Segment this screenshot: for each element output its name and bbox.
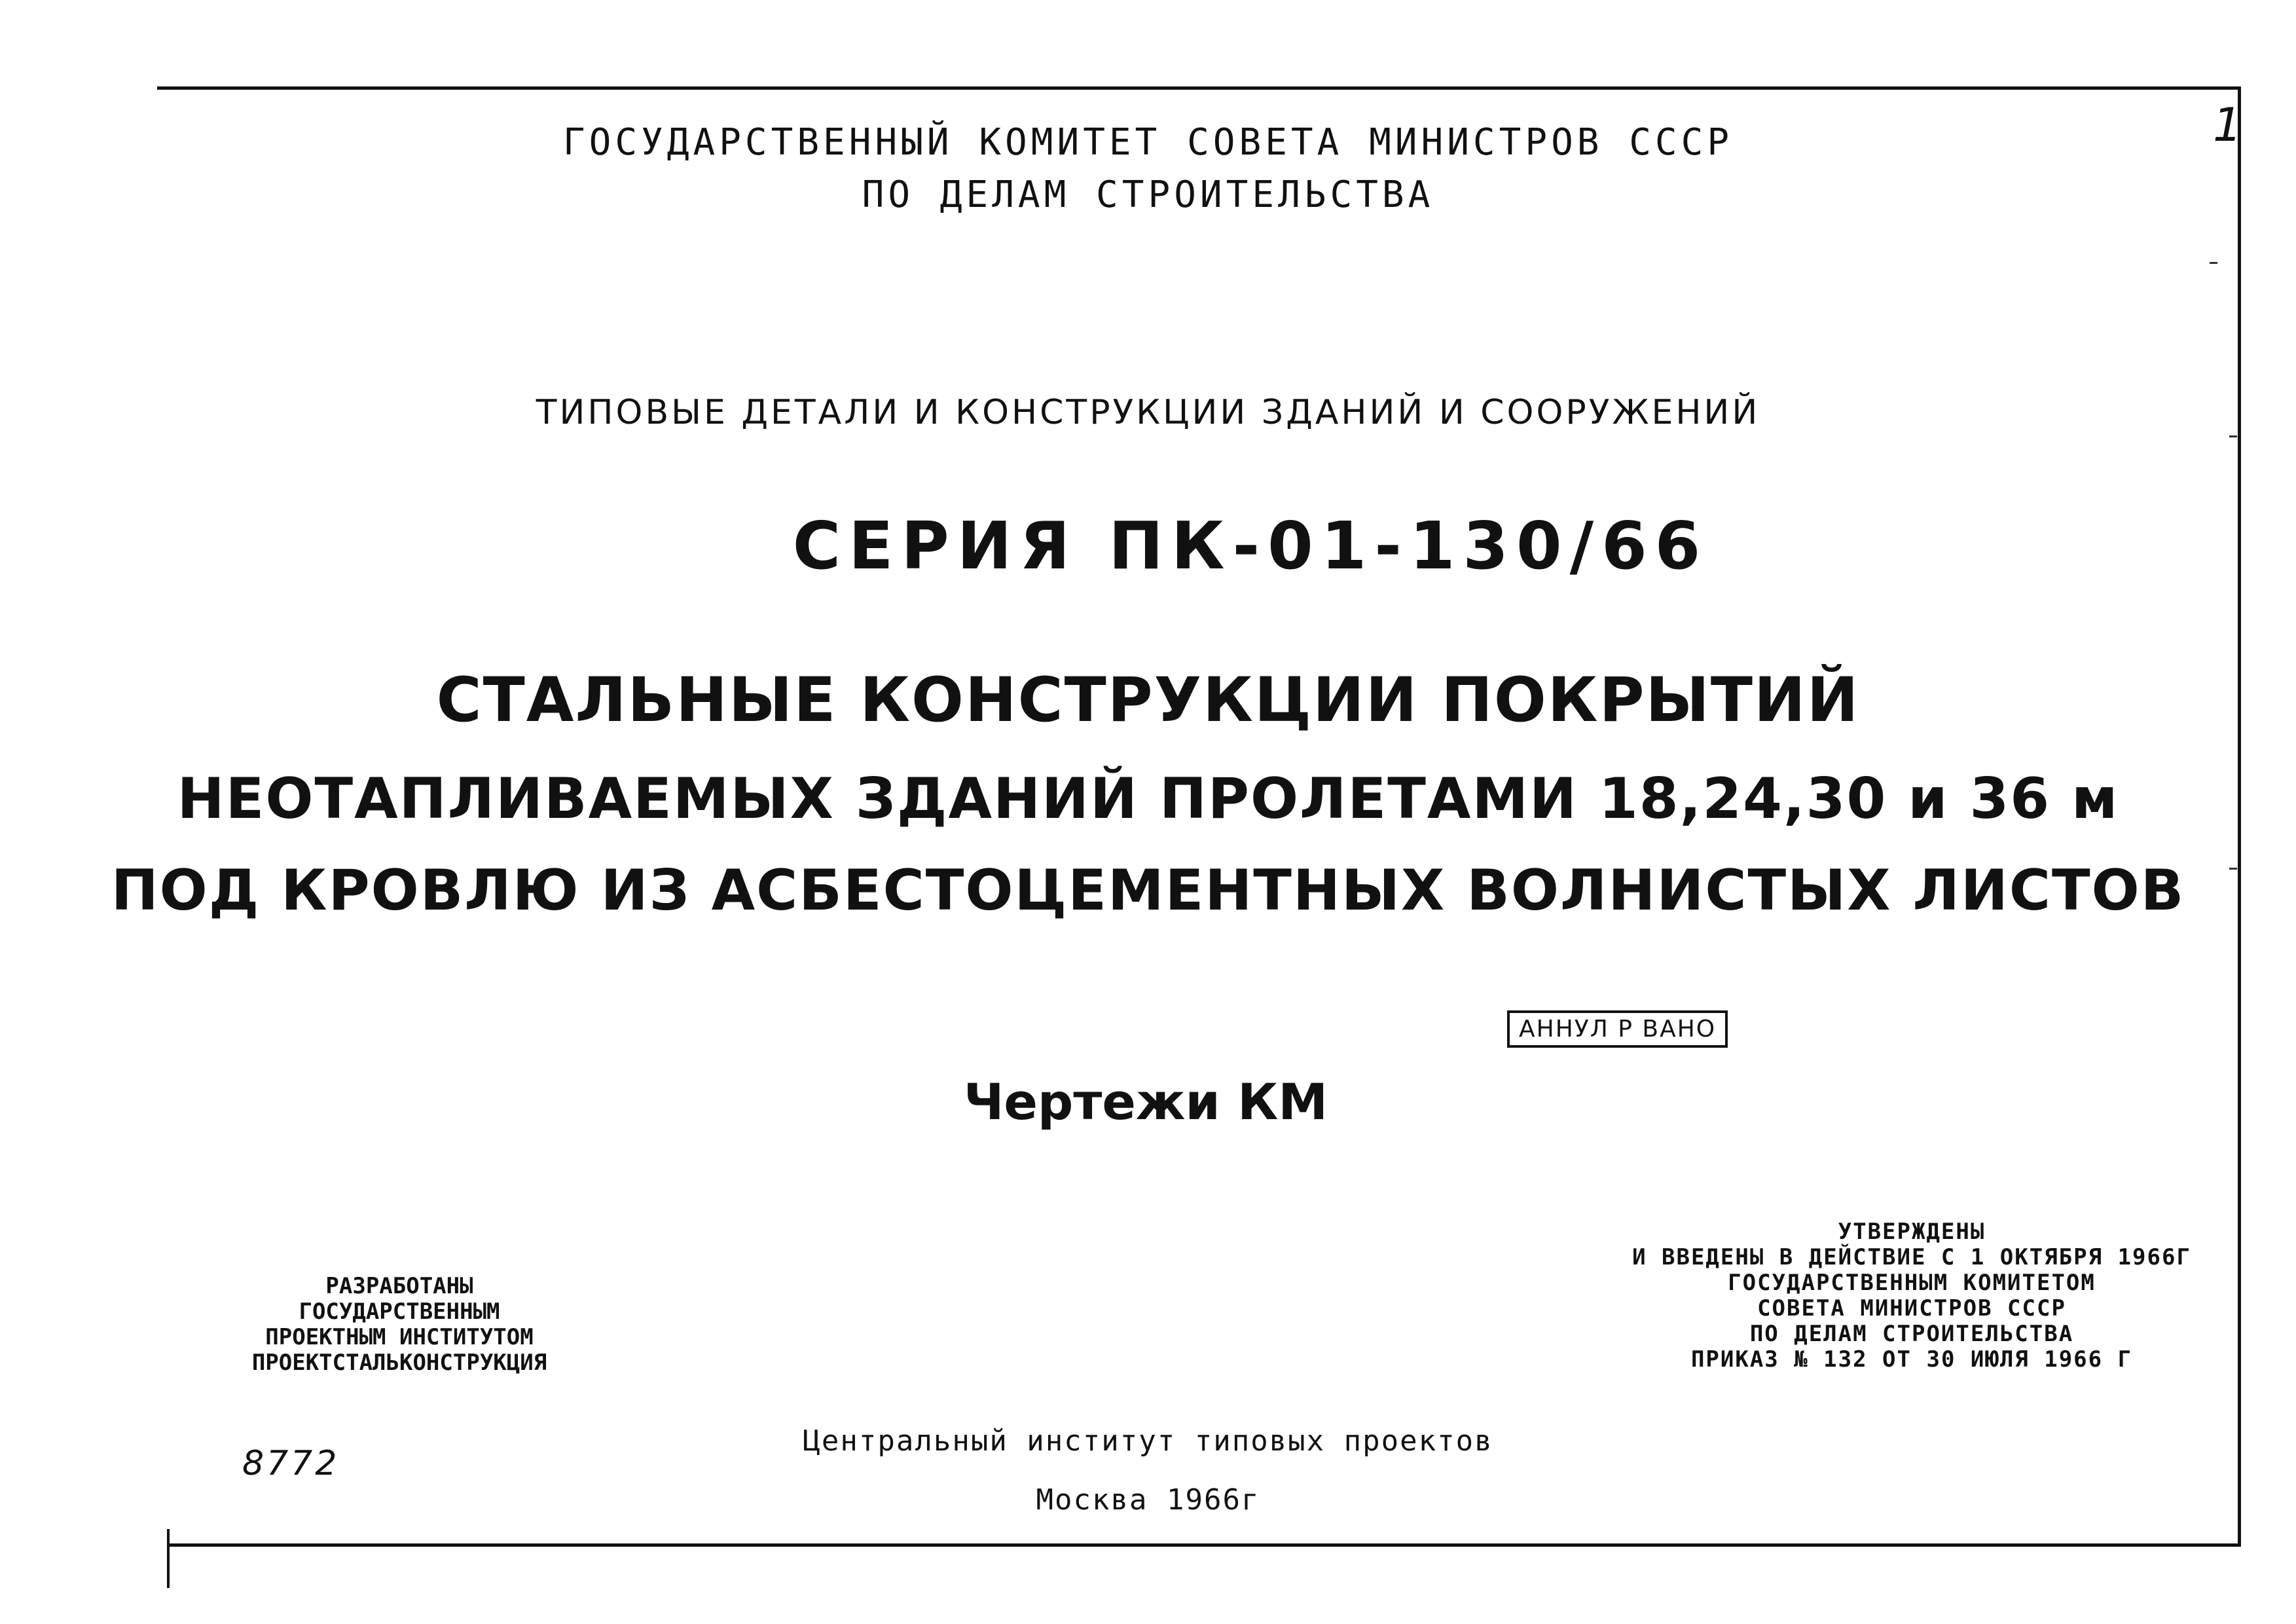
publisher: Центральный институт типовых проектов (803, 1424, 1493, 1458)
approved-block (1624, 1219, 2200, 1373)
frame-left-tick (167, 1529, 170, 1588)
approved-line-2: И ВВЕДЕНЫ В ДЕЙСТВИЕ С 1 ОКТЯБРЯ 1966Г (1632, 1244, 2191, 1271)
sheet-number: 1 (2213, 98, 2242, 152)
developed-by-block (216, 1274, 583, 1376)
frame-tick (2229, 435, 2237, 437)
approved-line-1: УТВЕРЖДЕНЫ (1838, 1219, 1986, 1245)
developed-line-3: ПРОЕКТНЫМ ИНСТИТУТОМ (265, 1324, 534, 1351)
developed-line-1: РАЗРАБОТАНЫ (325, 1273, 473, 1299)
title-line-2: НЕОТАПЛИВАЕМЫХ ЗДАНИЙ ПРОЛЕТАМИ 18,24,30 и 36 м (177, 766, 2119, 832)
series-title: СЕРИЯ ПК-01-130/66 (792, 507, 1709, 584)
approved-line-4: СОВЕТА МИНИСТРОВ СССР (1757, 1295, 2066, 1322)
developed-line-4: ПРОЕКТСТАЛЬКОНСТРУКЦИЯ (251, 1350, 547, 1376)
frame-top-border (157, 86, 2241, 90)
inventory-number: 8772 (242, 1444, 340, 1483)
drawings-label: Чертежи КМ (963, 1073, 1328, 1131)
header-line-1: ГОСУДАРСТВЕННЫЙ КОМИТЕТ СОВЕТА МИНИСТРОВ СССР (562, 121, 1734, 164)
frame-tick (2210, 262, 2217, 264)
developed-line-2: ГОСУДАРСТВЕННЫМ (299, 1299, 500, 1325)
city-year: Москва 1966г (1036, 1483, 1260, 1517)
approved-line-6: ПРИКАЗ № 132 ОТ 30 ИЮЛЯ 1966 Г (1690, 1346, 2133, 1373)
title-line-1: СТАЛЬНЫЕ КОНСТРУКЦИИ ПОКРЫТИЙ (436, 665, 1860, 736)
header-line-2: ПО ДЕЛАМ СТРОИТЕЛЬСТВА (862, 174, 1434, 216)
approved-line-5: ПО ДЕЛАМ СТРОИТЕЛЬСТВА (1749, 1321, 2074, 1348)
title-line-3: ПОД КРОВЛЮ ИЗ АСБЕСТОЦЕМЕНТНЫХ ВОЛНИСТЫХ ЛИСТОВ (111, 858, 2185, 923)
approved-line-3: ГОСУДАРСТВЕННЫМ КОМИТЕТОМ (1728, 1270, 2096, 1297)
frame-bottom-border (167, 1543, 2241, 1547)
annulled-stamp: АННУЛ Р ВАНО (1507, 1010, 1728, 1048)
subtitle: ТИПОВЫЕ ДЕТАЛИ И КОНСТРУКЦИИ ЗДАНИЙ И СООРУЖЕНИЙ (536, 393, 1760, 432)
